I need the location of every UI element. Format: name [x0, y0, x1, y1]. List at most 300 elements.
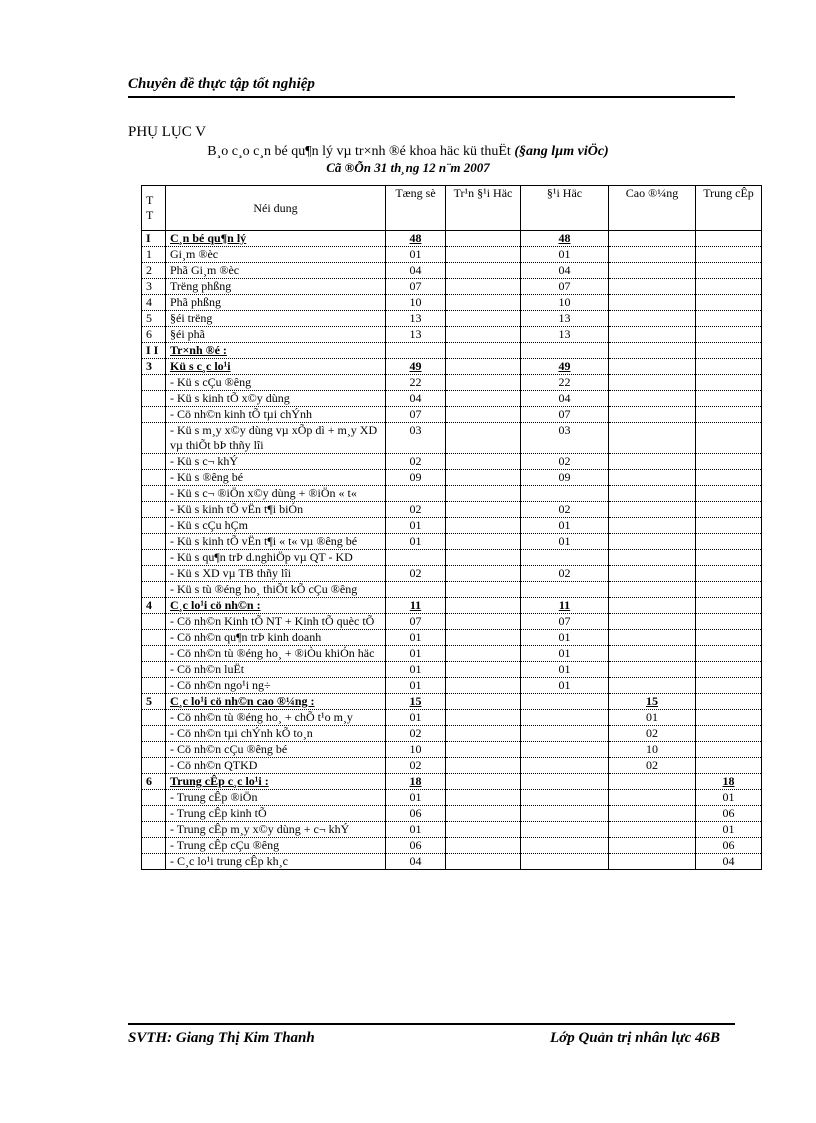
row-vocational: [696, 646, 762, 662]
row-tt: [142, 375, 166, 391]
row-vocational: [696, 343, 762, 359]
row-postgrad: [446, 646, 521, 662]
col-header-tt: T T: [142, 186, 166, 231]
row-total: 01: [386, 630, 446, 646]
row-university: 07: [521, 614, 609, 630]
row-vocational: 06: [696, 838, 762, 854]
row-content: - Trung cÊp cÇu ®êng: [166, 838, 386, 854]
row-postgrad: [446, 454, 521, 470]
report-title-main: B¸o c¸o c¸n bé qu¶n lý vµ tr×nh ®é khoa häc kü thuËt: [207, 144, 511, 159]
row-college: [609, 470, 696, 486]
row-tt: [142, 423, 166, 454]
row-college: [609, 247, 696, 263]
row-postgrad: [446, 359, 521, 375]
row-postgrad: [446, 391, 521, 407]
table-row: [142, 566, 762, 582]
row-university: [521, 550, 609, 566]
row-tt: [142, 742, 166, 758]
row-vocational: 04: [696, 854, 762, 870]
row-college: [609, 806, 696, 822]
table-row: [142, 822, 762, 838]
row-total: 49: [386, 359, 446, 375]
row-content: - Kü s ®êng bé: [166, 470, 386, 486]
table-row: [142, 407, 762, 423]
row-content: - Kü s c¬ khÝ: [166, 454, 386, 470]
row-tt: [142, 566, 166, 582]
row-total: 01: [386, 247, 446, 263]
row-university: [521, 822, 609, 838]
row-content: - Cö nh©n qu¶n trÞ kinh doanh: [166, 630, 386, 646]
row-college: [609, 295, 696, 311]
row-college: [609, 311, 696, 327]
row-tt: [142, 518, 166, 534]
row-postgrad: [446, 311, 521, 327]
row-vocational: [696, 454, 762, 470]
row-total: 07: [386, 279, 446, 295]
row-vocational: [696, 502, 762, 518]
row-tt: [142, 630, 166, 646]
row-postgrad: [446, 470, 521, 486]
row-postgrad: [446, 694, 521, 710]
row-tt: 5: [142, 694, 166, 710]
row-postgrad: [446, 678, 521, 694]
row-university: 07: [521, 279, 609, 295]
row-tt: 6: [142, 774, 166, 790]
table-row: [142, 502, 762, 518]
row-content: - Cö nh©n tµi chÝnh kÕ to¸n: [166, 726, 386, 742]
row-tt: 3: [142, 359, 166, 375]
row-vocational: [696, 742, 762, 758]
table-row: [142, 742, 762, 758]
row-tt: [142, 790, 166, 806]
row-content: - Kü s XD vµ TB thñy lîi: [166, 566, 386, 582]
table-row: [142, 486, 762, 502]
row-total: 01: [386, 518, 446, 534]
row-content: - Kü s qu¶n trÞ d.nghiÖp vµ QT - KD: [166, 550, 386, 566]
row-total: 01: [386, 646, 446, 662]
row-tt: 4: [142, 598, 166, 614]
row-university: 49: [521, 359, 609, 375]
row-total: 02: [386, 502, 446, 518]
row-total: 07: [386, 614, 446, 630]
row-university: [521, 774, 609, 790]
row-content: §éi trëng: [166, 311, 386, 327]
row-postgrad: [446, 582, 521, 598]
row-tt: [142, 454, 166, 470]
header-rule: [128, 96, 735, 98]
table-row: [142, 359, 762, 375]
row-tt: [142, 710, 166, 726]
row-university: 48: [521, 231, 609, 247]
row-vocational: [696, 391, 762, 407]
row-content: - Cö nh©n QTKD: [166, 758, 386, 774]
row-university: 04: [521, 263, 609, 279]
row-college: [609, 566, 696, 582]
row-vocational: [696, 295, 762, 311]
row-college: 02: [609, 726, 696, 742]
row-university: [521, 854, 609, 870]
row-postgrad: [446, 343, 521, 359]
table-row: [142, 646, 762, 662]
row-vocational: 18: [696, 774, 762, 790]
row-total: 01: [386, 822, 446, 838]
staff-table: [141, 185, 762, 870]
appendix-label: PHỤ LỤC V: [128, 124, 207, 140]
row-tt: 6: [142, 327, 166, 343]
row-content: Trëng phßng: [166, 279, 386, 295]
row-university: 01: [521, 678, 609, 694]
report-title-note: (§ang lµm viÖc): [514, 144, 609, 159]
row-tt: [142, 854, 166, 870]
row-college: [609, 582, 696, 598]
row-university: [521, 343, 609, 359]
row-university: [521, 742, 609, 758]
row-total: 04: [386, 391, 446, 407]
row-content: C¸c lo¹i cö nh©n cao ®¼ng :: [166, 694, 386, 710]
row-content: - Kü s kinh tÕ vËn t¶i biÓn: [166, 502, 386, 518]
row-total: 48: [386, 231, 446, 247]
footer-class: Lớp Quản trị nhân lực 46B: [550, 1030, 720, 1046]
row-content: - Kü s cÇu hÇm: [166, 518, 386, 534]
row-postgrad: [446, 806, 521, 822]
row-college: [609, 454, 696, 470]
row-postgrad: [446, 534, 521, 550]
row-content: C¸c lo¹i cö nh©n :: [166, 598, 386, 614]
row-vocational: 06: [696, 806, 762, 822]
table-row: [142, 518, 762, 534]
row-total: 01: [386, 790, 446, 806]
row-university: [521, 838, 609, 854]
row-total: 02: [386, 454, 446, 470]
row-tt: [142, 646, 166, 662]
row-content: - Trung cÊp m¸y x©y dùng + c¬ khÝ: [166, 822, 386, 838]
row-total: 01: [386, 534, 446, 550]
row-college: [609, 359, 696, 375]
row-vocational: [696, 694, 762, 710]
row-vocational: [696, 359, 762, 375]
row-postgrad: [446, 726, 521, 742]
row-postgrad: [446, 263, 521, 279]
table-row: [142, 614, 762, 630]
row-total: 02: [386, 726, 446, 742]
row-college: [609, 279, 696, 295]
row-vocational: [696, 518, 762, 534]
row-vocational: [696, 423, 762, 454]
row-vocational: [696, 279, 762, 295]
row-vocational: [696, 710, 762, 726]
table-row: [142, 598, 762, 614]
row-postgrad: [446, 231, 521, 247]
row-postgrad: [446, 630, 521, 646]
row-total: [386, 343, 446, 359]
row-content: - Kü s c¬ ®iÖn x©y dùng + ®iÖn « t«: [166, 486, 386, 502]
row-total: 13: [386, 311, 446, 327]
col-header-content: Néi dung: [166, 186, 386, 231]
row-content: - Cö nh©n ngo¹i ng÷: [166, 678, 386, 694]
row-college: 15: [609, 694, 696, 710]
row-university: 11: [521, 598, 609, 614]
row-tt: [142, 806, 166, 822]
row-tt: 5: [142, 311, 166, 327]
row-tt: [142, 534, 166, 550]
row-vocational: [696, 311, 762, 327]
row-postgrad: [446, 742, 521, 758]
row-content: - Cö nh©n luËt: [166, 662, 386, 678]
row-university: 02: [521, 454, 609, 470]
row-content: - Cö nh©n cÇu ®êng bé: [166, 742, 386, 758]
table-header-row: [142, 186, 762, 231]
row-postgrad: [446, 854, 521, 870]
row-vocational: [696, 470, 762, 486]
row-tt: [142, 822, 166, 838]
row-content: Trung cÊp c¸c lo¹i :: [166, 774, 386, 790]
row-university: 22: [521, 375, 609, 391]
row-vocational: [696, 327, 762, 343]
row-total: 06: [386, 838, 446, 854]
row-vocational: [696, 614, 762, 630]
row-content: - Trung cÊp kinh tÕ: [166, 806, 386, 822]
row-vocational: [696, 582, 762, 598]
row-postgrad: [446, 838, 521, 854]
row-tt: I: [142, 231, 166, 247]
row-vocational: [696, 726, 762, 742]
row-total: 10: [386, 742, 446, 758]
row-total: 22: [386, 375, 446, 391]
row-vocational: [696, 486, 762, 502]
row-tt: I I: [142, 343, 166, 359]
table-row: [142, 854, 762, 870]
footer-rule: [128, 1023, 735, 1025]
row-university: [521, 694, 609, 710]
row-vocational: [696, 662, 762, 678]
row-college: [609, 343, 696, 359]
row-college: [609, 486, 696, 502]
row-university: [521, 790, 609, 806]
row-postgrad: [446, 790, 521, 806]
row-total: 07: [386, 407, 446, 423]
col-header-university: §¹i Häc: [521, 186, 609, 231]
row-university: 09: [521, 470, 609, 486]
row-university: 01: [521, 534, 609, 550]
row-college: [609, 678, 696, 694]
row-tt: [142, 726, 166, 742]
row-college: [609, 774, 696, 790]
table-row: [142, 454, 762, 470]
row-college: [609, 550, 696, 566]
row-postgrad: [446, 598, 521, 614]
row-college: [609, 534, 696, 550]
row-vocational: 01: [696, 790, 762, 806]
table-row: [142, 774, 762, 790]
row-total: [386, 582, 446, 598]
row-tt: [142, 662, 166, 678]
row-vocational: [696, 550, 762, 566]
row-content: - Kü s kinh tÕ vËn t¶i « t« vµ ®êng bé: [166, 534, 386, 550]
row-postgrad: [446, 407, 521, 423]
row-tt: [142, 678, 166, 694]
report-title: [0, 144, 816, 160]
row-total: [386, 486, 446, 502]
table-row: [142, 694, 762, 710]
row-college: [609, 263, 696, 279]
row-college: [609, 838, 696, 854]
table-row: [142, 311, 762, 327]
table-row: [142, 582, 762, 598]
table-row: [142, 726, 762, 742]
table-row: [142, 423, 762, 454]
row-college: [609, 598, 696, 614]
table-row: [142, 391, 762, 407]
row-total: 02: [386, 566, 446, 582]
row-tt: [142, 470, 166, 486]
row-vocational: [696, 534, 762, 550]
row-university: 03: [521, 423, 609, 454]
row-tt: [142, 502, 166, 518]
row-vocational: 01: [696, 822, 762, 838]
row-content: - Kü s cÇu ®êng: [166, 375, 386, 391]
table-row: [142, 662, 762, 678]
row-university: [521, 758, 609, 774]
row-content: - Kü s tù ®éng ho¸ thiÕt kÕ cÇu ®êng: [166, 582, 386, 598]
table-row: [142, 678, 762, 694]
table-row: [142, 470, 762, 486]
row-content: C¸n bé qu¶n lý: [166, 231, 386, 247]
table-row: [142, 806, 762, 822]
row-content: - C¸c lo¹i trung cÊp kh¸c: [166, 854, 386, 870]
row-tt: [142, 614, 166, 630]
row-vocational: [696, 247, 762, 263]
row-tt: [142, 550, 166, 566]
row-postgrad: [446, 662, 521, 678]
row-vocational: [696, 678, 762, 694]
table-row: [142, 279, 762, 295]
row-university: 13: [521, 327, 609, 343]
row-tt: [142, 486, 166, 502]
row-total: 01: [386, 662, 446, 678]
row-content: Kü s c¸c lo¹i: [166, 359, 386, 375]
row-content: - Cö nh©n kinh tÕ tµi chÝnh: [166, 407, 386, 423]
row-tt: [142, 838, 166, 854]
row-tt: [142, 407, 166, 423]
table-row: [142, 790, 762, 806]
row-university: 04: [521, 391, 609, 407]
row-content: - Cö nh©n tù ®éng ho¸ + ®iÒu khiÓn häc: [166, 646, 386, 662]
row-postgrad: [446, 550, 521, 566]
row-total: 02: [386, 758, 446, 774]
row-vocational: [696, 407, 762, 423]
row-total: 09: [386, 470, 446, 486]
row-college: [609, 790, 696, 806]
row-total: 04: [386, 263, 446, 279]
row-university: [521, 726, 609, 742]
row-university: [521, 806, 609, 822]
row-postgrad: [446, 295, 521, 311]
row-college: [609, 423, 696, 454]
row-content: - Kü s kinh tÕ x©y dùng: [166, 391, 386, 407]
row-postgrad: [446, 279, 521, 295]
col-header-postgrad: Tr¹n §¹i Häc: [446, 186, 521, 231]
row-total: [386, 550, 446, 566]
table-row: [142, 343, 762, 359]
row-postgrad: [446, 518, 521, 534]
row-postgrad: [446, 614, 521, 630]
table-row: [142, 375, 762, 391]
row-tt: 1: [142, 247, 166, 263]
row-college: [609, 327, 696, 343]
page-header-title: Chuyên đề thực tập tốt nghiệp: [128, 76, 315, 92]
row-postgrad: [446, 486, 521, 502]
row-total: 15: [386, 694, 446, 710]
report-subtitle: Cã ®Õn 31 th¸ng 12 n¨m 2007: [326, 160, 490, 175]
row-postgrad: [446, 710, 521, 726]
row-total: 01: [386, 710, 446, 726]
row-tt: [142, 582, 166, 598]
row-university: 01: [521, 630, 609, 646]
row-college: [609, 614, 696, 630]
row-tt: [142, 758, 166, 774]
row-vocational: [696, 375, 762, 391]
table-row: [142, 247, 762, 263]
row-content: Phã Gi¸m ®èc: [166, 263, 386, 279]
row-vocational: [696, 566, 762, 582]
row-university: 01: [521, 247, 609, 263]
row-college: [609, 822, 696, 838]
row-postgrad: [446, 502, 521, 518]
row-college: [609, 391, 696, 407]
row-tt: [142, 391, 166, 407]
row-content: - Cö nh©n Kinh tÕ NT + Kinh tÕ quèc tÕ: [166, 614, 386, 630]
row-tt: 3: [142, 279, 166, 295]
row-university: 01: [521, 646, 609, 662]
footer-student: SVTH: Giang Thị Kim Thanh: [128, 1030, 315, 1046]
row-college: 01: [609, 710, 696, 726]
table-row: [142, 710, 762, 726]
row-college: [609, 231, 696, 247]
row-postgrad: [446, 566, 521, 582]
row-university: [521, 710, 609, 726]
col-header-college: Cao ®¼ng: [609, 186, 696, 231]
row-total: 10: [386, 295, 446, 311]
row-college: [609, 854, 696, 870]
row-tt: 4: [142, 295, 166, 311]
row-postgrad: [446, 247, 521, 263]
row-content: - Trung cÊp ®iÖn: [166, 790, 386, 806]
table-row: [142, 838, 762, 854]
table-row: [142, 231, 762, 247]
row-university: [521, 582, 609, 598]
row-content: - Cö nh©n tù ®éng ho¸ + chÕ t¹o m¸y: [166, 710, 386, 726]
col-header-vocational: Trung cÊp: [696, 186, 762, 231]
row-college: 02: [609, 758, 696, 774]
row-university: 01: [521, 662, 609, 678]
row-college: [609, 630, 696, 646]
row-college: [609, 646, 696, 662]
row-content: Phã phßng: [166, 295, 386, 311]
row-vocational: [696, 598, 762, 614]
row-college: [609, 518, 696, 534]
table-body: [142, 231, 762, 870]
table-row: [142, 534, 762, 550]
table-row: [142, 630, 762, 646]
row-total: 03: [386, 423, 446, 454]
table-row: [142, 295, 762, 311]
row-vocational: [696, 263, 762, 279]
row-university: 10: [521, 295, 609, 311]
row-postgrad: [446, 774, 521, 790]
row-total: 04: [386, 854, 446, 870]
row-college: 10: [609, 742, 696, 758]
row-postgrad: [446, 423, 521, 454]
